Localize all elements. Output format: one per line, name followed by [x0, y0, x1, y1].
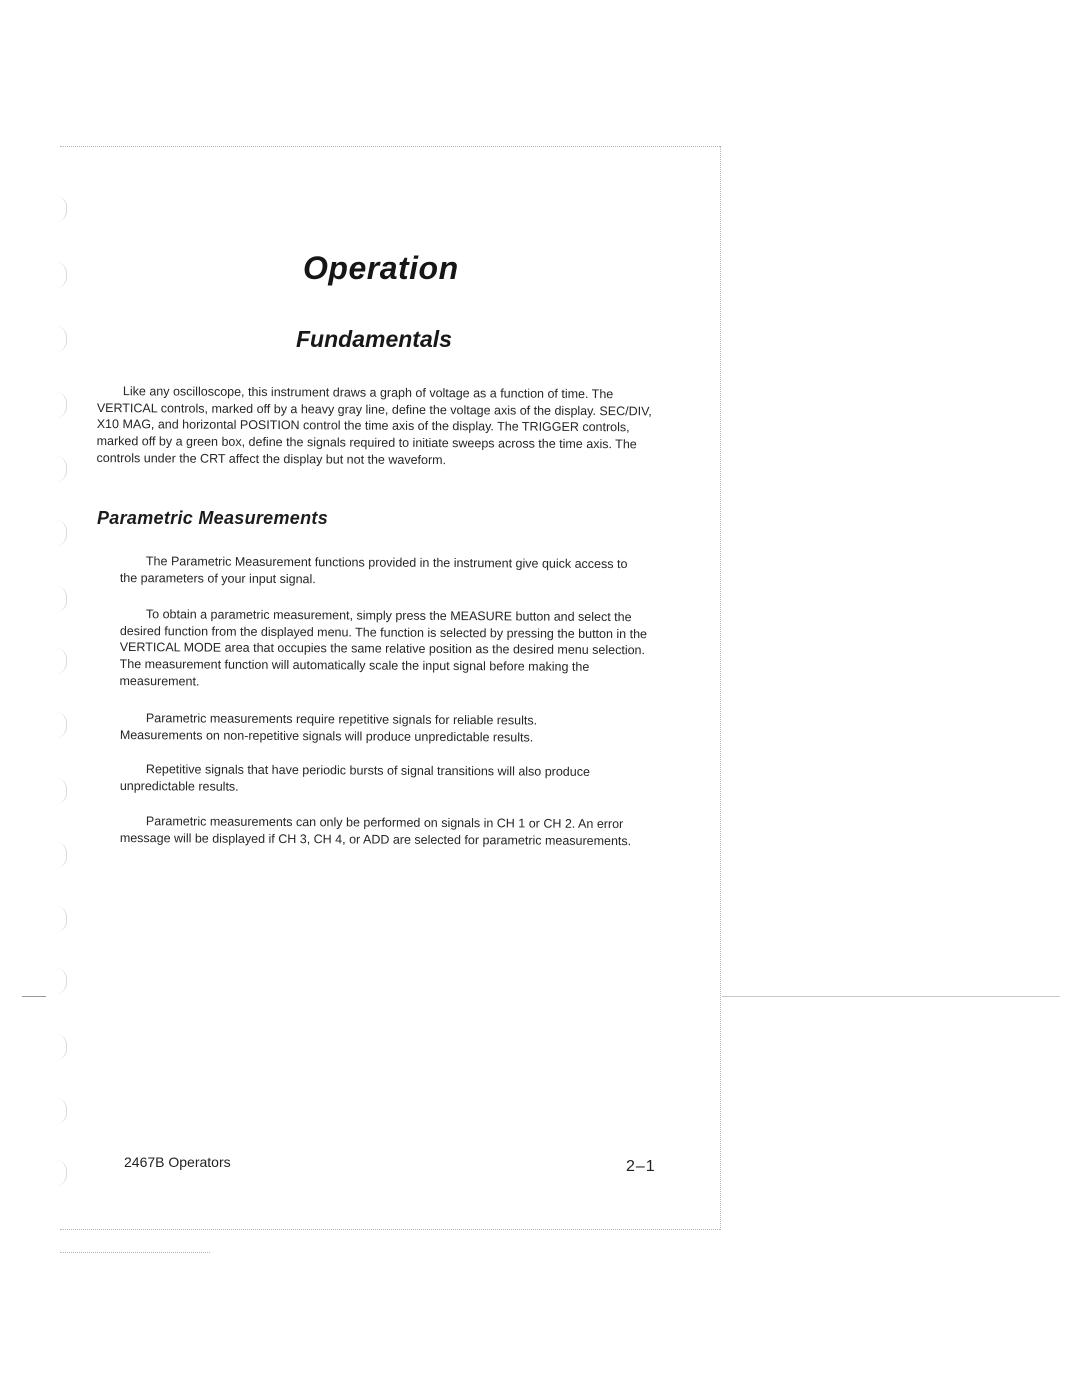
footer-manual-name: 2467B Operators [124, 1154, 231, 1170]
binding-hole [56, 392, 67, 418]
binding-hole [56, 778, 67, 804]
page-bottom-edge [60, 1229, 720, 1230]
page-top-edge [60, 146, 720, 147]
section-heading: Fundamentals [296, 326, 452, 352]
binding-hole [56, 520, 67, 546]
binding-hole [56, 1098, 67, 1124]
binding-hole [56, 712, 67, 738]
binding-hole [56, 842, 67, 868]
binding-hole [56, 262, 67, 288]
scan-bottom-edge [60, 1252, 210, 1253]
binding-hole [56, 968, 67, 994]
binding-hole [56, 1160, 67, 1186]
page-title: Operation [303, 250, 459, 286]
page-right-edge [720, 146, 721, 1230]
binding-hole [56, 1034, 67, 1060]
binding-hole [56, 456, 67, 482]
subsection-heading: Parametric Measurements [97, 508, 329, 528]
binding-hole [56, 906, 67, 932]
binding-hole [56, 326, 67, 352]
binding-mark [22, 996, 46, 997]
body-paragraph: To obtain a parametric measurement, simply press the MEASURE button and select the desired function from the displayed menu. The function is selected by pressing the button in the VERTICAL MODE area that occupies the same relative position as the desired menu selection. The measurement function will automatically scale the input signal before making the measurement. [119, 607, 648, 689]
body-paragraph: Parametric measurements can only be performed on signals in CH 1 or CH 2. An error message will be displayed if CH 3, CH 4, or ADD are selected for parametric measurements. [119, 814, 632, 848]
binding-hole [56, 586, 67, 612]
body-paragraph: Parametric measurements require repetitive signals for reliable results. Measurements on non-repetitive signals will produce unpredictable results. [119, 711, 538, 745]
binding-hole [56, 648, 67, 674]
scan-right-edge [722, 996, 1060, 997]
page-number: 2–1 [626, 1158, 656, 1175]
body-paragraph: Repetitive signals that have periodic bursts of signal transitions will also produce unpredictable results. [119, 762, 590, 794]
body-paragraph: The Parametric Measurement functions provided in the instrument give quick access to the parameters of your input signal. [119, 554, 628, 586]
intro-paragraph: Like any oscilloscope, this instrument draws a graph of voltage as a function of time. The VERTICAL controls, marked off by a heavy gray line, define the voltage axis of the display. SEC/DIV, X10 MAG, and horizontal POSITION control the time axis of the display. The TRIGGER controls, marked off by a green box, define the signals required to initiate sweeps across the time axis. The controls under the CRT affect the display but not the waveform. [96, 384, 652, 467]
binding-hole [56, 196, 67, 222]
